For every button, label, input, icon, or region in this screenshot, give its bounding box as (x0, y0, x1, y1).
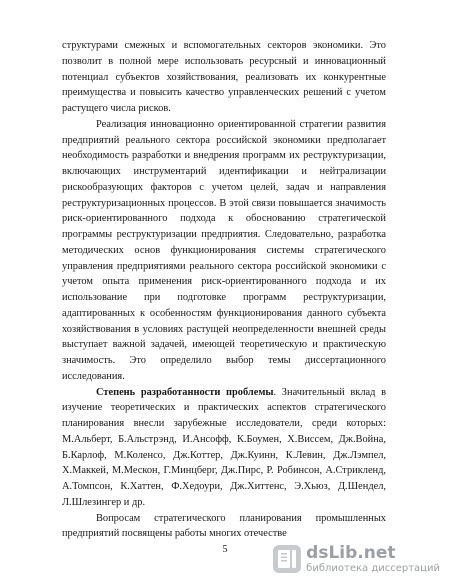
text-line: теоретическую и практическую значимость. Это определило выбор темы (62, 339, 386, 366)
text-line: Вопросам стратегического планирования промышленных предприятий (62, 512, 386, 540)
text-line: Дж.Коттер, Дж.Куинн, К.Левин, Дж.Лэмпел, Х.Маккей, М.Мескон, (62, 449, 387, 477)
text-line: риск-ориентированного подхода к обоснованию стратегической программы (62, 213, 386, 240)
text-line: посвящены работы многих отечестве (121, 528, 287, 540)
body-text (62, 38, 386, 542)
text-line: в полной мере использовать ресурсный и инновационный потенциал (62, 55, 386, 83)
text-line: функционирования данного субъекта хозяйствования в условиях растущей (62, 307, 386, 335)
text-line: реструктуризации предприятия. Следовательно, разработка методических (62, 229, 386, 256)
text-line: реструктуризационных процессов. В этой связи повышается значимость (62, 197, 386, 209)
text-line: основ функционирования системы стратегического управления (62, 244, 386, 272)
text-line: включающих инструментарий идентификации и нейтрализации (62, 166, 386, 177)
text-line: структурами смежных и вспомогательных секторов экономики. Это позволит (62, 40, 386, 67)
paragraph-2 (62, 117, 386, 385)
text-line: подготовке программ реструктуризации, адаптированных к особенностям (62, 292, 386, 319)
text-line: необходимость разработки и внедрения программ их реструктуризации, (62, 150, 386, 162)
text-line: . Значительный вклад в изучение (62, 386, 386, 414)
text-line: предприятий реального сектора российской экономики предполагает (62, 134, 386, 146)
text-line: неопределенности внешней среды выступает важной задачей, имеющей (62, 323, 386, 351)
text-line: повысить качество управленческих решений с учетом растущего числа (62, 87, 386, 114)
page-number: 5 (222, 544, 228, 555)
text-line: субъектов хозяйствования, реализовать их конкурентные преимущества и (62, 71, 386, 99)
text-line: рисков. (138, 103, 171, 114)
dslib-logo-icon (272, 544, 302, 574)
text-line: применения риск-ориентированного подхода и их использование при (62, 276, 386, 303)
text-line: Г.Минцберг, Дж.Пирс, Р. Робинсон, А.Стрикленд, А.Томпсон, К.Хаттен, (62, 465, 386, 492)
watermark-subtitle: библиотека диссертаций (306, 562, 440, 574)
watermark[interactable] (270, 542, 444, 576)
text-line: диссертационного исследования. (62, 355, 386, 382)
text-line: И.Ансофф, К.Боумен, Х.Виссем, Дж.Война, Б.Карлоф, М.Коленсо, (62, 433, 386, 461)
text-line: внесли зарубежные исследователи, среди которых: М.Альберт, Б.Альстрэнд, (62, 418, 386, 445)
text-line: предприятиями реального сектора российской экономики с учетом опыта (62, 260, 386, 288)
text-line: рискообразующих факторов с учетом целей, задач и направления (62, 181, 386, 193)
paragraph-3 (62, 385, 386, 511)
text-line: Ф.Хедоури, Дж.Хиттенс, Э.Хьюз, Д.Шендел, Л.Шлезингер и др. (62, 481, 386, 508)
watermark-text (306, 542, 440, 574)
watermark-title: dsLib.net (306, 542, 396, 563)
section-heading-inline: Степень разработанности проблемы (96, 386, 274, 398)
text-line: теоретических и практических аспектов стратегического планирования (62, 402, 386, 429)
paragraph-1 (62, 38, 386, 117)
text-line: Реализация инновационно ориентированной стратегии развития (96, 118, 386, 130)
paragraph-4 (62, 511, 386, 543)
